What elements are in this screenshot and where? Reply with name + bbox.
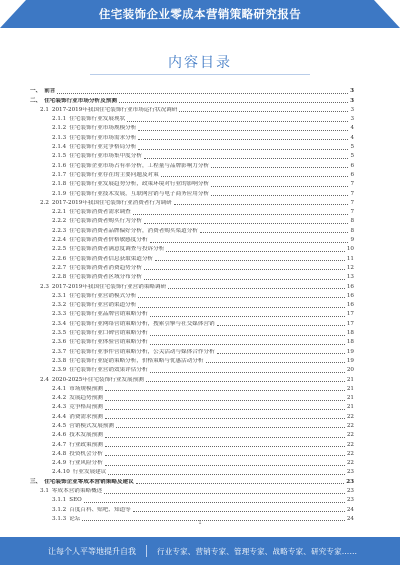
- toc-leader-dots: [200, 232, 349, 233]
- toc-entry-page: 20: [346, 367, 354, 374]
- toc-entry-number: 2.4.2: [52, 395, 67, 402]
- toc-entry-title: 营销模式发展预测: [69, 422, 114, 429]
- toc-entry-title: 住宅装饰行业市场集中度分析: [69, 153, 142, 160]
- toc-entry-title: 消费需求预测: [69, 413, 103, 420]
- toc-entry[interactable]: [30, 291, 354, 300]
- toc-leader-dots: [179, 111, 348, 112]
- toc-entry-page: 22: [346, 422, 354, 429]
- toc-entry-page: 19: [346, 357, 354, 364]
- toc-entry-page: 21: [346, 385, 354, 392]
- toc-leader-dots: [146, 381, 345, 382]
- toc-entry-page: 21: [346, 376, 354, 383]
- toc-leader-dots: [161, 176, 349, 177]
- toc-entry[interactable]: [30, 337, 354, 346]
- toc-entry-number: 二、: [30, 97, 42, 104]
- toc-entry-title: 投资机会分析: [69, 450, 103, 457]
- toc-entry-page: 16: [346, 283, 354, 290]
- toc-entry[interactable]: [30, 207, 354, 216]
- toc-entry-page: 23: [346, 469, 354, 476]
- toc-entry-page: 7: [350, 199, 354, 206]
- toc-entry-page: 4: [350, 134, 354, 141]
- toc-leader-dots: [155, 260, 345, 261]
- toc-entry-title: 住宅装饰行业营销模式分析: [69, 292, 137, 299]
- toc-entry-page: 23: [346, 497, 354, 504]
- toc-entry[interactable]: [30, 300, 354, 309]
- toc-leader-dots: [144, 158, 348, 159]
- toc-leader-dots: [57, 93, 348, 94]
- toc-entry-title: 住宅装饰行业营销渠道分析: [69, 302, 137, 309]
- toc-entry[interactable]: [30, 235, 354, 244]
- toc-entry-number: 2.4.10: [52, 469, 70, 476]
- toc-entry-page: 8: [350, 227, 354, 234]
- toc-leader-dots: [105, 446, 345, 447]
- toc-entry-number: 2.2.1: [52, 209, 67, 216]
- toc-entry[interactable]: [30, 318, 354, 327]
- toc-entry-title: 住宅装饰消费者品牌偏好分析，消费者购买渠道分析: [69, 227, 198, 234]
- toc-leader-dots: [144, 223, 348, 224]
- toc-entry-number: 2.2.4: [52, 237, 67, 244]
- toc-entry-number: 2.2.8: [52, 274, 67, 281]
- toc-entry-title: 住宅装饰消费者购买行为分析: [69, 218, 142, 225]
- toc-entry-title: 前言: [44, 88, 56, 95]
- toc-entry-page: 5: [350, 144, 354, 151]
- toc-leader-dots: [144, 279, 345, 280]
- toc-entry[interactable]: [30, 430, 354, 439]
- toc-entry[interactable]: [30, 402, 354, 411]
- toc-leader-dots: [133, 511, 345, 512]
- toc-entry-page: 22: [346, 460, 354, 467]
- toc-entry-number: 2.3.5: [52, 330, 67, 337]
- toc-entry[interactable]: [30, 384, 354, 393]
- toc-entry-page: 3: [350, 116, 354, 123]
- toc-entry-page: 23: [346, 488, 354, 495]
- toc-entry-number: 2.4.4: [52, 413, 67, 420]
- toc-entry-title: 住宅装饰行业发展现状: [69, 116, 126, 123]
- toc-entry-number: 2.3.3: [52, 311, 67, 318]
- page-number: 1: [198, 520, 202, 526]
- toc-leader-dots: [150, 344, 345, 345]
- toc-leader-dots: [105, 437, 345, 438]
- toc-entry-number: 2.1.3: [52, 134, 67, 141]
- toc-entry-title: 住宅装饰消费者价格敏感度分析: [69, 237, 148, 244]
- toc-leader-dots: [138, 130, 348, 131]
- toc-entry-number: 2.2.3: [52, 227, 67, 234]
- toc-entry[interactable]: [30, 356, 354, 365]
- toc-entry-title: 住宅装饰企业零成本营销策略及建议: [44, 478, 134, 485]
- toc-leader-dots: [105, 418, 345, 419]
- toc-leader-dots: [105, 465, 345, 466]
- toc-entry[interactable]: [30, 105, 354, 114]
- toc-entry-title: 住宅装饰消费者消费趋势分析: [69, 264, 142, 271]
- toc-entry-title: SEO: [69, 497, 82, 504]
- toc-entry-page: 3: [350, 106, 354, 113]
- toc-leader-dots: [211, 195, 348, 196]
- toc-entry-number: 2.1.9: [52, 190, 67, 197]
- toc-leader-dots: [150, 242, 349, 243]
- toc-leader-dots: [211, 167, 348, 168]
- toc-entry[interactable]: [30, 151, 354, 160]
- toc-entry-number: 2.2.5: [52, 246, 67, 253]
- toc-entry[interactable]: [30, 439, 354, 448]
- toc-leader-dots: [144, 269, 345, 270]
- toc-entry-number: 3.1.2: [52, 506, 67, 513]
- toc-leader-dots: [133, 214, 349, 215]
- toc-entry-page: 5: [350, 153, 354, 160]
- toc-entry-title: 住宅装饰行业市场规模分析: [69, 125, 137, 132]
- toc-entry-page: 7: [350, 190, 354, 197]
- toc-entry[interactable]: [30, 132, 354, 141]
- toc-heading: 内容目录: [168, 55, 232, 71]
- toc-divider: [90, 74, 310, 75]
- toc-entry-page: 7: [350, 181, 354, 188]
- toc-entry-number: 2.4.6: [52, 432, 67, 439]
- toc-entry-title: 住宅装饰行业市场分析及预测: [44, 97, 117, 104]
- table-of-contents: [30, 86, 354, 523]
- toc-entry[interactable]: [30, 504, 354, 513]
- toc-entry-number: 2.2.2: [52, 218, 67, 225]
- toc-leader-dots: [104, 493, 345, 494]
- toc-entry-page: 10: [346, 246, 354, 253]
- toc-entry-number: 3.1: [40, 488, 49, 495]
- toc-entry[interactable]: [30, 179, 354, 188]
- toc-entry-number: 2.1.2: [52, 125, 67, 132]
- toc-entry-title: 竞争格局预测: [69, 404, 103, 411]
- toc-entry-title: 百度百科、贴吧、知道等: [69, 506, 131, 513]
- toc-entry[interactable]: [30, 486, 354, 495]
- toc-leader-dots: [150, 316, 345, 317]
- toc-entry-title: 论坛: [69, 515, 81, 522]
- toc-entry-page: 4: [350, 125, 354, 132]
- toc-entry-title: 住宅装饰行业网络营销策略分析，搜索引擎与社交媒体营销: [69, 320, 215, 327]
- toc-entry-number: 三、: [30, 478, 42, 485]
- toc-entry[interactable]: [30, 393, 354, 402]
- toc-entry-page: 13: [346, 274, 354, 281]
- toc-entry-title: 住宅装饰行业体验营销策略分析: [69, 339, 148, 346]
- toc-leader-dots: [138, 139, 348, 140]
- toc-entry-page: 17: [346, 320, 354, 327]
- toc-leader-dots: [105, 400, 345, 401]
- toc-entry[interactable]: [30, 458, 354, 467]
- toc-leader-dots: [84, 502, 345, 503]
- toc-entry-title: 住宅装饰行业技术发展，互联网营销与电子商务应用分析: [69, 190, 210, 197]
- footer-bar: [0, 537, 400, 565]
- toc-leader-dots: [206, 362, 345, 363]
- toc-entry[interactable]: [30, 160, 354, 169]
- toc-entry[interactable]: [30, 346, 354, 355]
- toc-entry-number: 2.2.7: [52, 264, 67, 271]
- toc-entry[interactable]: [30, 123, 354, 132]
- toc-entry[interactable]: [30, 495, 354, 504]
- document-title: 住宅装饰企业零成本营销策略研究报告: [98, 7, 302, 21]
- footer-separator: [146, 545, 147, 557]
- toc-entry[interactable]: [30, 170, 354, 179]
- toc-entry[interactable]: [30, 476, 354, 485]
- toc-entry-number: 2.4.1: [52, 385, 67, 392]
- toc-entry-number: 2.3.2: [52, 302, 67, 309]
- toc-entry[interactable]: [30, 95, 354, 104]
- toc-entry-title: 发展趋势预测: [69, 395, 103, 402]
- toc-entry[interactable]: [30, 467, 354, 476]
- toc-entry-number: 2.4.9: [52, 460, 67, 467]
- toc-leader-dots: [105, 390, 345, 391]
- toc-entry[interactable]: [30, 374, 354, 383]
- toc-entry-title: 住宅装饰消费者需求调查: [69, 209, 131, 216]
- toc-entry-number: 2.1.4: [52, 144, 67, 151]
- toc-entry-title: 市场规模预测: [69, 385, 103, 392]
- toc-entry-title: 住宅装饰行业口碑营销策略分析: [69, 330, 148, 337]
- toc-entry-page: 18: [346, 339, 354, 346]
- header-corner-right: [374, 0, 400, 28]
- toc-entry-title: 住宅装饰行业品牌营销策略分析: [69, 311, 148, 318]
- toc-entry-number: 2.3.7: [52, 348, 67, 355]
- toc-leader-dots: [150, 335, 345, 336]
- toc-entry[interactable]: [30, 198, 354, 207]
- toc-entry-number: 2.1.7: [52, 171, 67, 178]
- footer-slogan: 让每个人平等地提升自我: [48, 546, 136, 556]
- toc-entry-title: 住宅装饰行业市场需求分析: [69, 134, 137, 141]
- toc-leader-dots: [119, 102, 348, 103]
- toc-entry-title: 住宅装饰行业发展趋势分析，政策环境对行业的影响分析: [69, 181, 210, 188]
- toc-entry-page: 23: [346, 478, 354, 485]
- toc-entry-title: 2017-2019年我国住宅装饰行业营销策略调研: [51, 283, 167, 290]
- header-bar: [0, 0, 400, 28]
- toc-entry-title: 住宅装饰消费者信息获取渠道分析: [69, 255, 154, 262]
- header-corner-left: [0, 0, 26, 28]
- toc-entry[interactable]: [30, 449, 354, 458]
- toc-entry-number: 2.1: [40, 106, 49, 113]
- toc-leader-dots: [116, 427, 345, 428]
- toc-entry-page: 24: [346, 506, 354, 513]
- toc-entry-number: 2.3: [40, 283, 49, 290]
- toc-entry[interactable]: [30, 421, 354, 430]
- toc-entry[interactable]: [30, 188, 354, 197]
- toc-leader-dots: [217, 353, 345, 354]
- toc-entry-number: 3.1.3: [52, 515, 67, 522]
- toc-entry-number: 2.1.1: [52, 116, 67, 123]
- toc-entry[interactable]: [30, 272, 354, 281]
- toc-entry-title: 零成本营销策略概述: [51, 488, 103, 495]
- toc-entry-page: 17: [346, 311, 354, 318]
- toc-entry[interactable]: [30, 411, 354, 420]
- toc-entry-title: 行业发展建议: [72, 469, 107, 476]
- toc-entry-title: 2017-2019年我国住宅装饰行业市场运行状况调研: [51, 106, 178, 113]
- toc-entry-number: 2.3.8: [52, 357, 67, 364]
- toc-entry-number: 2.3.4: [52, 320, 67, 327]
- toc-entry[interactable]: [30, 225, 354, 234]
- toc-entry-title: 行业政策预测: [69, 441, 103, 448]
- toc-entry-page: 24: [346, 515, 354, 522]
- toc-entry-page: 7: [350, 209, 354, 216]
- toc-entry-page: 22: [346, 450, 354, 457]
- footer-tagline: 行业专家、营销专家、管理专家、战略专家、研究专家……: [157, 546, 358, 556]
- toc-entry-title: 住宅装饰行业存在的主要问题及对策: [69, 171, 159, 178]
- toc-entry-title: 住宅装饰行业事件营销策略分析，公关活动与媒体合作分析: [69, 348, 215, 355]
- toc-leader-dots: [108, 474, 345, 475]
- toc-entry-page: 16: [346, 302, 354, 309]
- toc-entry[interactable]: [30, 281, 354, 290]
- toc-entry[interactable]: [30, 253, 354, 262]
- toc-leader-dots: [217, 325, 345, 326]
- toc-entry-title: 住宅装饰消费者满意度调查与投诉分析: [69, 246, 165, 253]
- toc-entry-number: 2.4.5: [52, 422, 67, 429]
- toc-entry-title: 2017-2019年我国住宅装饰行业消费者行为调研: [51, 199, 172, 206]
- toc-entry-page: 8: [350, 218, 354, 225]
- toc-entry-number: 2.2.6: [52, 255, 67, 262]
- toc-leader-dots: [138, 149, 348, 150]
- toc-entry-page: 3: [350, 88, 354, 95]
- toc-entry-title: 技术发展预测: [69, 432, 103, 439]
- toc-entry[interactable]: [30, 365, 354, 374]
- toc-leader-dots: [174, 204, 349, 205]
- toc-entry-number: 2.4.8: [52, 450, 67, 457]
- toc-entry-number: 2.3.1: [52, 292, 67, 299]
- toc-entry-page: 21: [346, 395, 354, 402]
- toc-entry-number: 2.2: [40, 199, 49, 206]
- toc-entry-page: 6: [350, 171, 354, 178]
- toc-leader-dots: [211, 186, 348, 187]
- toc-entry-number: 2.3.9: [52, 367, 67, 374]
- toc-entry-page: 22: [346, 432, 354, 439]
- toc-entry-title: 住宅装饰消费者区域分布分析: [69, 274, 142, 281]
- toc-entry-page: 18: [346, 330, 354, 337]
- toc-entry[interactable]: [30, 328, 354, 337]
- toc-leader-dots: [127, 121, 348, 122]
- toc-entry-page: 12: [346, 264, 354, 271]
- toc-entry[interactable]: [30, 142, 354, 151]
- toc-entry-number: 3.1.1: [52, 497, 67, 504]
- toc-entry-title: 住宅装饰行业竞争格局分析: [69, 144, 137, 151]
- toc-entry-title: 住宅装饰企业市场占有率分析，工程量与品牌影响力分析: [69, 162, 210, 169]
- toc-entry-title: 2020-2025年住宅装饰行业发展预测: [51, 376, 144, 383]
- toc-entry-number: 2.4.3: [52, 404, 67, 411]
- toc-entry-title: 住宅装饰行业促销策略分析，价格策略与优惠活动分析: [69, 357, 204, 364]
- toc-leader-dots: [168, 288, 345, 289]
- toc-leader-dots: [105, 409, 345, 410]
- toc-leader-dots: [138, 297, 345, 298]
- toc-entry-page: 21: [346, 404, 354, 411]
- toc-entry-number: 一、: [30, 88, 42, 95]
- toc-entry-page: 11: [346, 255, 354, 262]
- toc-entry[interactable]: [30, 86, 354, 95]
- toc-entry-page: 22: [346, 441, 354, 448]
- toc-leader-dots: [150, 372, 345, 373]
- toc-entry-number: 2.4: [40, 376, 49, 383]
- toc-leader-dots: [166, 251, 345, 252]
- toc-entry-number: 2.4.7: [52, 441, 67, 448]
- toc-leader-dots: [105, 455, 345, 456]
- toc-entry-title: 行业风险分析: [69, 460, 103, 467]
- toc-entry-page: 6: [350, 162, 354, 169]
- toc-entry[interactable]: [30, 114, 354, 123]
- toc-entry-page: 3: [350, 97, 354, 104]
- toc-entry[interactable]: [30, 263, 354, 272]
- toc-leader-dots: [136, 483, 344, 484]
- toc-entry-number: 2.3.6: [52, 339, 67, 346]
- toc-entry[interactable]: [30, 244, 354, 253]
- toc-leader-dots: [138, 307, 345, 308]
- toc-entry[interactable]: [30, 216, 354, 225]
- toc-entry[interactable]: [30, 309, 354, 318]
- toc-entry-number: 2.1.5: [52, 153, 67, 160]
- toc-entry-page: 16: [346, 292, 354, 299]
- toc-entry-page: 9: [350, 237, 354, 244]
- toc-entry-number: 2.1.6: [52, 162, 67, 169]
- toc-entry-page: 19: [346, 348, 354, 355]
- toc-entry-number: 2.1.8: [52, 181, 67, 188]
- toc-entry-title: 住宅装饰行业营销效果评估分析: [69, 367, 148, 374]
- toc-entry-page: 22: [346, 413, 354, 420]
